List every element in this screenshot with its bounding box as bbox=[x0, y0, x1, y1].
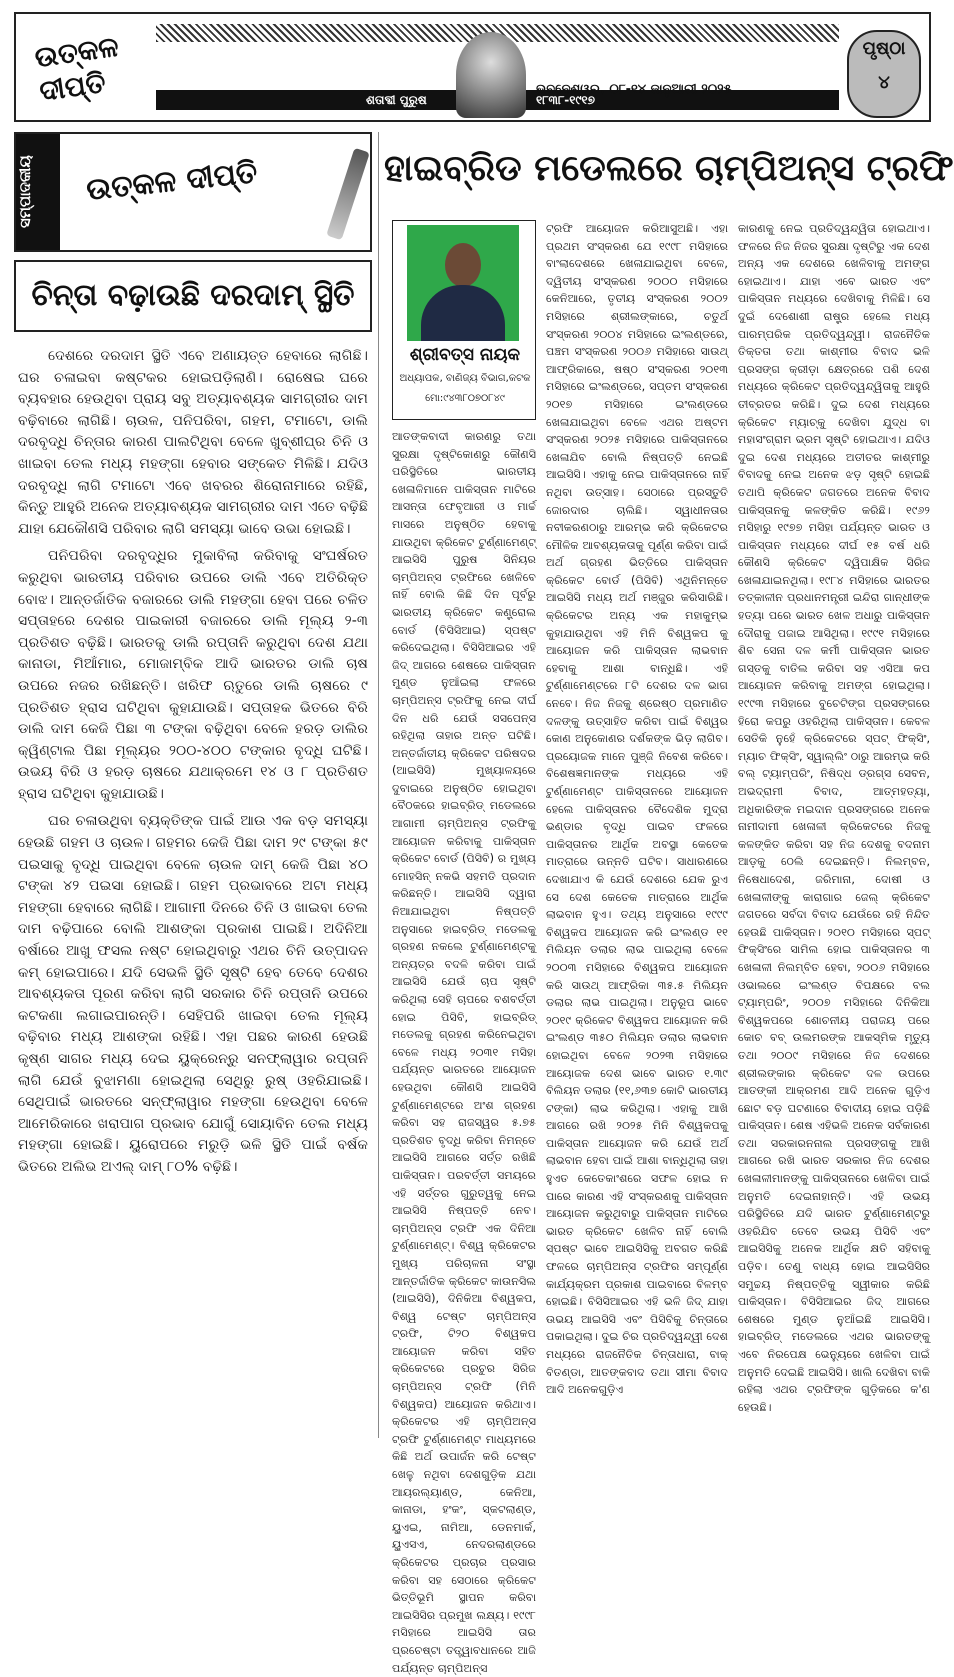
editorial-paragraph: ପନିପରିବା ଦରବୃଦ୍ଧିର ମୁକାବିଲା କରିବାକୁ ସଂଘର୍ଷରତ କରୁଥିବା ଭାରତୀୟ ପରିବାର ଉପରେ ଡାଲି ଏବେ ଅତିରିକ୍ତ ବୋଝ। ଆନ୍ତର୍ଜାତିକ ବଜାରରେ ଡାଲି ମହଙ୍ଗା ହେବା ପରେ ଚଳିତ ସପ୍ତାହରେ ଦେଶର ପାଇକାରୀ ବଜାରରେ ଡାଲି ମୂଲ୍ୟ ୨-୩ ପ୍ରତିଶତ ବଢ଼ିଛି। ଭାରତକୁ ଡାଲି ରପ୍ତାନି କରୁଥିବା ଦେଶ ଯଥା କାନାଡା, ମିଆଁମାର, ମୋଜାମ୍ବିକ ଆଦି ଭାରତର ଡାଲି ଚାଷ ଉପରେ ନଜର ରଖିଛନ୍ତି। ଖରିଫ ଋତୁରେ ଡାଲି ଚାଷରେ ୯ ପ୍ରତିଶତ ହ୍ରାସ ଘଟିଥିବା କୁହାଯାଉଛି। ସପ୍ତାହକ ଭିତରେ ବିରି ଡାଲି ଦାମ କେଜି ପିଛା ୩ ଟଙ୍କା ବଢ଼ିଥିବା ବେଳେ ହରଡ଼ ଡାଲିର କ୍ୱିଣ୍ଟାଲ ପିଛା ମୂଲ୍ୟର ୨୦୦-୪୦୦ ଟଙ୍କାର ବୃଦ୍ଧି ଘଟିଛି। ଉଭୟ ବିରି ଓ ହରଡ଼ ଚାଷରେ ଯଥାକ୍ରମେ ୧୪ ଓ ୮ ପ୍ରତିଶତ ହ୍ରାସ ଘଟିଥିବା କୁହାଯାଉଛି। bbox=[18, 548, 368, 802]
shatabdi-label: ଶତାବ୍ଦୀ ପୁରୁଷ bbox=[366, 93, 427, 107]
editorial-logo: ଉତ୍କଳ ଦୀପ୍ତି bbox=[84, 155, 260, 208]
author-phone: ମୋ:୯୪୩୮୦୭୦୮୪୯ bbox=[425, 393, 505, 404]
editorial-paragraph: ଘର ଚଳାଉଥିବା ବ୍ୟକ୍ତିଙ୍କ ପାଇଁ ଆଉ ଏକ ବଡ଼ ସମସ୍ୟା ହେଉଛି ଗହମ ଓ ଚାଉଳ। ଗହମର କେଜି ପିଛା ଦାମ ୨୯ ଟଙ୍କା ୫୯ ପଇସାକୁ ବୃଦ୍ଧି ପାଇଥିବା ବେଳେ ଚାଉଳ ଦାମ୍ କେଜି ପିଛା ୪୦ ଟଙ୍କା ୪୨ ପଇସା ହୋଇଛି। ଗହମ ପ୍ରଭାବରେ ଅଟା ମଧ୍ୟ ମହଙ୍ଗା ହେବାରେ ଲାଗିଛି। ଆଗାମୀ ଦିନରେ ଚିନି ଓ ଖାଇବା ତେଲ ଦାମ ବଢ଼ିପାରେ ବୋଲି ଆଶଙ୍କା ପ୍ରକାଶ ପାଇଛି। ଅଦିନିଆ ବର୍ଷାରେ ଆଖୁ ଫସଲ ନଷ୍ଟ ହୋଇଥିବାରୁ ଏଥର ଚିନି ଉତ୍ପାଦନ କମ୍ ହୋଇପାରେ। ଯଦି ସେଭଳି ସ୍ଥିତି ସୃଷ୍ଟି ହେବ ତେବେ ଦେଶର ଆବଶ୍ୟକତା ପୂରଣ କରିବା ଲାଗି ସରକାର ଚିନି ରପ୍ତାନି ଉପରେ କଟକଣା ଲଗାଇପାରନ୍ତି। ସେହିପରି ଖାଇବା ତେଲ ମୂଲ୍ୟ ବଢ଼ିବାର ମଧ୍ୟ ଆଶଙ୍କା ରହିଛି। ଏହା ପଛର କାରଣ ହେଉଛି କୃଷ୍ଣ ସାଗର ମଧ୍ୟ ଦେଇ ୟୁକ୍ରେନ୍‌ରୁ ସନଫ୍ଲାୱାର ରପ୍ତାନି ଲାଗି ଯେଉଁ ବୁଝାମଣା ହୋଇଥିଲା ସେଥିରୁ ରୁଷ୍ ଓହରିଯାଇଛି। ସେଥିପାଇଁ ଭାରତରେ ସନ୍‌ଫ୍ଲାୱାର ମହଙ୍ଗା ହେଉଥିବା ବେଳେ ଆମେରିକାରେ ଖରାପାଗ ପ୍ରଭାବ ଯୋଗୁଁ ସୋୟାବିନ ତେଲ ମଧ୍ୟ ମହଙ୍ଗା ହୋଇଛି। ୟୁରୋପରେ ମରୁଡ଼ି ଭଳି ସ୍ଥିତି ପାଇଁ ବର୍ଷକ ଭିତରେ ଅଲିଭ ଅଏଲ୍ ଦାମ୍ ୮୦% ବଢ଼ିଛି। bbox=[18, 813, 368, 1175]
editorial-column bbox=[14, 132, 372, 1438]
editorial-tab: ସମ୍ପାଦକୀୟ bbox=[16, 134, 60, 250]
editorial-body bbox=[18, 346, 368, 1426]
founder-portrait bbox=[456, 32, 526, 118]
author-photo-body bbox=[421, 285, 505, 341]
editorial-paragraph: ଦେଶରେ ଦରଦାମ ସ୍ଥିତି ଏବେ ଅଣାୟତ୍ତ ହେବାରେ ଲାଗିଛି। ଘର ଚଳାଇବା କଷ୍ଟକର ହୋଇପଡ଼ିଲାଣି। ରୋଷେଇ ଘରେ ବ୍ୟବହାର ହେଉଥିବା ପ୍ରାୟ ସବୁ ଅତ୍ୟାବଶ୍ୟକ ସାମଗ୍ରୀର ଦାମ ବଢ଼ିବାରେ ଲାଗିଛି। ଚାଉଳ, ପନିପରିବା, ଗହମ, ଟମାଟୋ, ଡାଲି ଦରବୃଦ୍ଧି ଚିନ୍ତାର କାରଣ ପାଲଟିଥିବା ବେଳେ ଖୁବ୍‌ଶୀଘ୍ର ଚିନି ଓ ଖାଇବା ତେଲ ମଧ୍ୟ ମହଙ୍ଗା ହେବାର ସଙ୍କେତ ମିଳିଛି। ଯଦିଓ ଦରବୃଦ୍ଧି ଲାଗି ଟମାଟୋ ଏବେ ଖବରର ଶିରୋନାମାରେ ରହିଛି, କିନ୍ତୁ ଆହୁରି ଅନେକ ଅତ୍ୟାବଶ୍ୟକ ସାମଗ୍ରୀର ଦାମ ଏତେ ବଢ଼ିଛି ଯାହା ଯେକୌଣସି ପରିବାର ଲାଗି ସମସ୍ୟା ଭାବେ ଉଭା ହୋଇଛି। bbox=[18, 348, 368, 537]
article-column-3 bbox=[738, 220, 930, 1438]
article-text: ଆତଙ୍କବାଦୀ କାରଣରୁ ତଥା ସୁରକ୍ଷା ଦୃଷ୍ଟିକୋଣରୁ କୌଣସି ପରିସ୍ଥିତିରେ ଭାରତୀୟ ଖେଳାଳିମାନେ ପାକିସ୍ତାନ ମାଟିରେ ଆସନ୍ତା ଫେବୃଆରୀ ଓ ମାର୍ଚ୍ଚ ମାସରେ ଅନୁଷ୍ଠିତ ହେବାକୁ ଯାଉଥିବା କ୍ରିକେଟ ଟୁର୍ଣ୍ଣାମେଣ୍ଟ୍ ଆଇସିସି ପୁରୁଷ ସିନିୟର ଚାମ୍ପିଅନ୍ସ ଟ୍ରଫିରେ ଖେଳିବେ ନାହିଁ ବୋଲି କିଛି ଦିନ ପୂର୍ବରୁ ଭାରତୀୟ କ୍ରିକେଟ କଣ୍ଟ୍ରୋଲ ବୋର୍ଡ (ବିସିସିଆଇ) ସ୍ପଷ୍ଟ କରିଦେଇଥିଲା। ବିସିସିଆଇର ଏହି ଜିଦ୍ ଆଗରେ ଶେଷରେ ପାକିସ୍ତାନ ମୁଣ୍ଡ ନୁଆଁଇଲା ଫଳରେ ଚାମ୍ପିଅନ୍ସ ଟ୍ରଫିକୁ ନେଇ ଦୀର୍ଘ ଦିନ ଧରି ଯେଉଁ ସସପେନ୍ସ ରହିଥିଲା ତାହାର ଅନ୍ତ ଘଟିଛି। ଅନ୍ତର୍ଜାତୀୟ କ୍ରିକେଟ ପରିଷଦର (ଆଇସିସି) ମୁଖ୍ୟାଳୟରେ ଦୁବାଇରେ ଅନୁଷ୍ଠିତ ହୋଇଥିବା ବୈଠକରେ ହାଇବ୍ରିଡ୍ ମଡେଲରେ ଆଗାମୀ ଚାମ୍ପିଅନ୍ସ ଟ୍ରଫିକୁ ଆୟୋଜନ କରିବାକୁ ପାକିସ୍ତାନ କ୍ରିକେଟ ବୋର୍ଡ (ପିସିବି) ର ମୁଖ୍ୟ ମୋହସିନ୍ ନକଭି ସହମତି ପ୍ରଦାନ କରିଛନ୍ତି। ଆଇସିସି ଦ୍ୱାରା ନିଆଯାଇଥିବା ନିଷ୍ପତ୍ତି ଅନୁସାରେ ହାଇବ୍ରିଡ୍ ମଡେଲକୁ ଗ୍ରହଣ ନକଲେ ଟୁର୍ଣ୍ଣାମେଣ୍ଟକୁ ଅନ୍ୟତ୍ର ବଦଳି କରିବା ପାଇଁ ଆଇସିସି ଯେଉଁ ଚାପ ସୃଷ୍ଟି କରିଥିଲା ସେହି ଚାପରେ ବଶବର୍ତ୍ତୀ ହୋଇ ପିସିବି, ହାଇବ୍ରିଡ୍ ମଡେଲକୁ ଗ୍ରହଣ କରିନେଇଥିବା ବେଳେ ମଧ୍ୟ ୨୦୩୧ ମସିହା ପର୍ଯ୍ୟନ୍ତ ଭାରତରେ ଆୟୋଜନ ହେଉଥିବା କୌଣସି ଆଇସିସି ଟୁର୍ଣ୍ଣାମେଣ୍ଟରେ ଅଂଶ ଗ୍ରହଣ କରିବା ସହ ରାଜସ୍ୱର ୫.୭୫ ପ୍ରତିଶତ ବୃଦ୍ଧି କରିବା ନିମନ୍ତେ ଆଇସିସି ଆଗରେ ସର୍ତ୍ତ ରଖିଛି ପାକିସ୍ତାନ। ପରବର୍ତ୍ତୀ ସମୟରେ ଏହି ସର୍ତ୍ତର ଗୁରୁତ୍ୱକୁ ନେଇ ଆଇସିସି ନିଷ୍ପତ୍ତି ନେବ। ଚାମ୍ପିଅନ୍ସ ଟ୍ରଫି ଏକ ଦିନିଆ ଟୁର୍ଣ୍ଣାମେଣ୍ଟ୍। ବିଶ୍ୱ କ୍ରିକେଟର ମୁଖ୍ୟ ପରିଚାଳନା ସଂସ୍ଥା ଆନ୍ତର୍ଜାତିକ କ୍ରିକେଟ କାଉନସିଲ (ଆଇସିସି), ଦିନିକିଆ ବିଶ୍ୱକପ, ବିଶ୍ୱ ଟେଷ୍ଟ ଚାମ୍ପିଅନ୍ସ ଟ୍ରଫି, ଟି୨୦ ବିଶ୍ୱକପ ଆୟୋଜନ କରିବା ସହିତ କ୍ରିକେଟରେ ପ୍ରଚୁର ସିରିଜ ଚାମ୍ପିଅନ୍ସ ଟ୍ରଫି (ମିନି ବିଶ୍ୱକପ) ଆୟୋଜନ କରିଥାଏ। କ୍ରିକେଟର ଏହି ଚାମ୍ପିଅନ୍ସ ଟ୍ରଫି ଟୁର୍ଣ୍ଣାମେଣ୍ଟ ମାଧ୍ୟମରେ କିଛି ଅର୍ଥ ଉପାର୍ଜନ କରି ଟେଷ୍ଟ ଖେଳୁ ନଥିବା ଦେଶଗୁଡ଼ିକ ଯଥା ଆୟରଲ୍ୟାଣ୍ଡ, କେନିଆ, କାନାଡା, ହଂକଂ, ସ୍କଟଲାଣ୍ଡ, ୟୁଏଇ, ନାମିଆ, ଡେନମାର୍କ, ୟୁଏସଏ, ନେଦରଲାଣ୍ଡରେ କ୍ରିକେଟର ପ୍ରଚାର ପ୍ରସାର କରିବା ସହ ସେଠାରେ କ୍ରିକେଟ ଭିତ୍ତିଭୂମି ସ୍ଥାପନ କରିବା ଆଇସିସିର ପ୍ରମୁଖ ଲକ୍ଷ୍ୟ। ୧୯୯୮ ମସିହାରେ ଆଇସିସି ତାର ପ୍ରଚେଷ୍ଟା ତତ୍ତ୍ୱାବଧାନରେ ଆଜି ପର୍ଯ୍ୟନ୍ତ ଚାମ୍ପିଅନ୍ସ bbox=[392, 430, 536, 1675]
author-photo-head bbox=[445, 243, 481, 287]
article-column-2 bbox=[546, 220, 728, 1438]
pen-icon bbox=[326, 148, 370, 240]
page-number: ୪ bbox=[878, 72, 890, 93]
author-box bbox=[392, 220, 536, 420]
column-divider bbox=[378, 132, 379, 1438]
article-text: କାରଣକୁ ନେଇ ପ୍ରତିଦ୍ୱନ୍ଦ୍ୱିତା ହୋଇଥାଏ। ଫଳରେ ନିଜ ନିଜର ସୁରକ୍ଷା ଦୃଷ୍ଟିରୁ ଏକ ଦେଶ ଅନ୍ୟ ଏକ ଦେଶରେ ଖେଳିବାକୁ ଅମଙ୍ଗ ହୋଇଥାଏ। ଯାହା ଏବେ ଭାରତ ଏବଂ ପାକିସ୍ତାନ ମଧ୍ୟରେ ଦେଖିବାକୁ ମିଳିଛି। ସେ ଦୁଇଁ ଦେଶୋଶୀ ରାଷ୍ଟ୍ର ହେଲେ ମଧ୍ୟ ପାରମ୍ପରିକ ପ୍ରତିଦ୍ୱନ୍ଦ୍ୱୀ। ରାଜନୈତିକ ତିକ୍ତତା ତଥା କାଶ୍ମୀର ବିବାଦ ଭଳି ପ୍ରସଙ୍ଗ କ୍ରୀଡ଼ା କ୍ଷେତ୍ରରେ ପଶି ଦେଶ ମଧ୍ୟରେ କ୍ରିକେଟ ପ୍ରତିଦ୍ୱନ୍ଦ୍ୱିତାକୁ ଆହୁରି ତୀବ୍ରତର କରିଛି। ଦୁଇ ଦେଶ ମଧ୍ୟରେ କ୍ରିକେଟ ମ୍ୟାଚ୍‌କୁ ଦେଖିବା ଯୁଦ୍ଧ ବା ମହାସଂଗ୍ରାମ ଭ୍ରମ ସୃଷ୍ଟି ହୋଇଥାଏ। ଯଦିଓ ଦୁଇ ଦେଶ ମଧ୍ୟରେ ଅତୀତର କାଶ୍ମୀରୁ ବିବାଦକୁ ନେଇ ଅନେକ ଝଡ଼ ସୃଷ୍ଟି ହୋଇଛି ତଥାପି କ୍ରିକେଟ ଜଗତରେ ଅନେକ ବିବାଦ ପାକିସ୍ତାନକୁ କଳଙ୍କିତ କରିଛି। ୧୯୬୨ ମସିହାରୁ ୧୯୭୭ ମସିହା ପର୍ଯ୍ୟନ୍ତ ଭାରତ ଓ ପାକିସ୍ତାନ ମଧ୍ୟରେ ଦୀର୍ଘ ୧୫ ବର୍ଷ ଧରି କୌଣସି କ୍ରିକେଟ ଦ୍ୱିପାକ୍ଷିକ ସିରିଜ ଖେଳାଯାଇନଥିଲା। ୧୯୮୪ ମସିହାରେ ଭାରତର ତତ୍କାଳୀନ ପ୍ରଧାନମନ୍ତ୍ରୀ ଇନ୍ଦିରା ଗାନ୍ଧୀଙ୍କ ହତ୍ୟା ପରେ ଭାରତ ଖେଳ ଅଧାରୁ ପାକିସ୍ତାନ ଦୌରାକୁ ପଜାଇ ଆସିଥିଲା। ୧୯୯୧ ମସିହାରେ ଶିବ ସେନା ଦଳ କର୍ମୀ ପାକିସ୍ତାନ ଭାରତ ଗସ୍ତକୁ ବାତିଲ କରିବା ସହ ଏସିଆ କପ ଆୟୋଜନ କରିବାକୁ ଅମଙ୍ଗ ହୋଇଥିଲା। ୧୯୯୩ ମସିହାରେ ବୁଚେଟିଙ୍ଗ ପ୍ରସଙ୍ଗରେ ହିରୋ କପରୁ ଓହରିଥିଲା ପାକିସ୍ତାନ। କେବଳ ସେତିକି ନୁହେଁ କ୍ରିକେଟରେ ସ୍ପଟ୍ ଫିକ୍ସିଂ, ମ୍ୟାଚ ଫିକ୍ସିଂ, ସ୍ୱାଲ୍ଲିଂ ଠାରୁ ଆରମ୍ଭ କରି ବଲ୍ ଟ୍ୟାମ୍ପରିଂ, ନିଷିଦ୍ଧ ଡ୍ରଗ୍ସ ସେବନ, ଅଭଦ୍ରାମୀ ବିବାଦ, ଆତ୍ମହତ୍ୟା, ଅଧିକାରିଙ୍କ ମଇଦାନ ପ୍ରସଙ୍ଗରେ ଅନେକ ନାମୀଦାମୀ ଖେଳାଳୀ କ୍ରିକେଟରେ ନିଜକୁ କଳଙ୍କିତ କରିବା ସହ ନିଜ ଦେଶକୁ ବଦନାମ ଆଡ଼କୁ ଠେଲି ଦେଇଛନ୍ତି। ନିଲମ୍ବନ, ନିଷେଧାଦେଶ, ଜରିମାନା, ଦୋଷୀ ଓ ଖେଳାଳୀଙ୍କୁ କାରାଗାର ଜେଲ୍ କ୍ରିକେଟ ଜଗତରେ ସର୍ବଦା ବିବାଦ ଯେଉଁରେ ରହି ନିନ୍ଦିତ ହେଉଛି ପାକିସ୍ତାନ। ୨୦୧୦ ମସିହାରେ ସ୍ପଟ୍ ଫିକ୍ସିଂରେ ସାମିଲ ହୋଇ ପାକିସ୍ତାନର ୩ ଖେଳାଳୀ ନିଲମ୍ବିତ ହେବା, ୨୦୦୬ ମସିହାରେ ଓଭାଲରେ ଇଂଲଣ୍ଡ ବିପକ୍ଷରେ ବଲ ଟ୍ୟାମ୍ପରିଂ, ୨୦୦୭ ମସିହାରେ ଦିନିକିଆ ବିଶ୍ୱକପରେ ଶୋଚନୀୟ ପରାଜୟ ପରେ କୋଚ ବବ୍ ଉଲମରଙ୍କ ଆକସ୍ମିକ ମୃତ୍ୟୁ ତଥା ୨୦୦୯ ମସିହାରେ ନିଜ ଦେଶରେ ଶ୍ରୀଲଙ୍କାର କ୍ରିକେଟ ଦଳ ଉପରେ ଆତଙ୍କୀ ଆକ୍ରମଣ ଆଦି ଅନେକ ଗୁଡ଼ିଏ ଛୋଟ ବଡ଼ ଘଟଣାରେ ବିବାଦୀୟ ହୋଇ ପଡ଼ିଛି ପାକିସ୍ତାନ। ଶେଷ ଏହିଭଳି ଅନେକ ସର୍ବକାରଣ ତଥା ସରକାରନନାଲ ପ୍ରସଙ୍ଗକୁ ଆଖି ଆଗରେ ରଖି ଭାରତ ସରକାର ନିଜ ଦେଶର ଖେଳାଳୀମାନଙ୍କୁ ପାକିସ୍ତାନରେ ଖେଳିବା ପାଇଁ ଅନୁମତି ଦେଇନାହାନ୍ତି। ଏହି ଉଭୟ ପରିସ୍ଥିତିରେ ଯଦି ଭାରତ ଟୁର୍ଣ୍ଣାମେଣ୍ଟରୁ ଓହରିଯିବ ତେବେ ଉଭୟ ପିସିବି ଏବଂ ଆଇସିସିକୁ ଅନେକ ଆର୍ଥିକ କ୍ଷତି ସହିବାକୁ ପଡ଼ିବ। ତେଣୁ ବାଧ୍ୟ ହୋଇ ଆଇସିସିର ସମୁଚ୍ଚୟ ନିଷ୍ପତ୍ତିକୁ ସ୍ୱୀକାର କରିଛି ପାକିସ୍ତାନ। ବିସିସିଆଇର ଜିଦ୍ ଆଗରେ ଶେଷରେ ମୁଣ୍ଡ ନୁଆଁଇଛି ଆଇସିସି। ହାଇବ୍ରିଡ୍ ମଡେଲରେ ଏଥର ଭାରତଙ୍କୁ ଏବେ ନିରପେକ୍ଷ ଭେନ୍ୟୁରେ ଖେଳିବା ପାଇଁ ଅନୁମତି ଦେଇଛି ଆଇସିସି। ଖାଲି ଦେଖିବା ବାକି ରହିଲା ଏଥର ଟ୍ରଫିଙ୍କ ଗୁଡ଼ିକରେ କ'ଣ ହେଉଛି। bbox=[738, 222, 930, 1414]
founder-years: ୧୮୩୮-୧୯୧୭ bbox=[536, 93, 596, 107]
article-column-1 bbox=[392, 428, 536, 1675]
editorial-header bbox=[14, 132, 372, 252]
editorial-headline: ଚିନ୍ତା ବଢ଼ାଉଛି ଦରଦାମ୍ ସ୍ଥିତି bbox=[14, 260, 372, 332]
masthead bbox=[14, 12, 931, 122]
author-photo bbox=[407, 225, 519, 341]
page-number-badge bbox=[847, 30, 921, 118]
page-label: ପୃଷ୍ଠା bbox=[862, 38, 906, 59]
dateline: ଭୁବନେଶ୍ୱର, ୦୮-୧୪ ଜାନୁଆରୀ ୨୦୨୫ bbox=[536, 82, 732, 97]
author-name: ଶ୍ରୀବତ୍ସ ନାୟକ bbox=[409, 345, 521, 365]
article-headline: ହାଇବ୍ରିଡ ମଡେଲରେ ଚାମ୍ପିଅନ୍ସ ଟ୍ରଫି bbox=[384, 148, 954, 189]
article-text: ଟ୍ରଫି ଆୟୋଜନ କରିଆସୁଅଛି। ଏହା ପ୍ରଥମ ସଂସ୍କରଣ ଯେ ୧୯୯୮ ମସିହାରେ ବାଂଲାଦେଶରେ ଖେଳାଯାଇଥିବା ବେଳେ, ଦ୍ୱିତୀୟ ସଂସ୍କରଣ ୨୦୦୦ ମସିହାରେ କେନିଆରେ, ତୃତୀୟ ସଂସ୍କରଣ ୨୦୦୨ ମସିହାରେ ଶ୍ରୀଲଙ୍କାରେ, ଚତୁର୍ଥ ସଂସ୍କରଣ ୨୦୦୪ ମସିହାରେ ଇଂଲଣ୍ଡରେ, ପଞ୍ଚମ ସଂସ୍କରଣ ୨୦୦୬ ମସିହାରେ ସାଉଥ୍ ଆଫ୍ରିକାରେ, ଷଷ୍ଠ ସଂସ୍କରଣ ୨୦୧୩ ମସିହାରେ ଇଂଲଣ୍ଡରେ, ସପ୍ତମ ସଂସ୍କରଣ ୨୦୧୭ ମସିହାରେ ଇଂଲଣ୍ଡରେ ଖେଳାଯାଇଥିବା ବେଳେ ଏଥର ଅଷ୍ଟମ ସଂସ୍କରଣ ୨୦୨୫ ମସିହାରେ ପାକିସ୍ତାନରେ ଖେଳାଯିବ ବୋଲି ନିଷ୍ପତ୍ତି ନେଇଛି ଆଇସିସି। ଏହାକୁ ନେଇ ପାକିସ୍ତାନରେ ନାହିଁ ନଥିବା ଉତ୍ସାହ। ସେଠାରେ ପ୍ରସ୍ତୁତି ଜୋରଦାର ଚାଲିଛି। ସ୍ୱାଧୀନତାର ନବୀକରଣଠାରୁ ଆରମ୍ଭ କରି କ୍ରିକେଟର ମୌଳିକ ଆବଶ୍ୟକତାକୁ ପୂର୍ଣ୍ଣ କରିବା ପାଇଁ ଅର୍ଥ ଗ୍ରହଣ ଭିତ୍ତିରେ ପାକିସ୍ତାନ କ୍ରିକେଟ ବୋର୍ଡ (ପିସିବି) ଏଥିନିମନ୍ତେ ଆଇସିସି ମଧ୍ୟ ଅର୍ଥ ମଞ୍ଜୁର କରିସାରିଛି। କ୍ରିକେଟର ଅନ୍ୟ ଏକ ମହାକୁମ୍ଭ କୁହାଯାଉଥିବା ଏହି ମିନି ବିଶ୍ୱକପ କୁ ଆୟୋଜନ କରି ପାକିସ୍ତାନ ଲାଭବାନ ହେବାକୁ ଆଶା ବାନ୍ଧିଛି। ଏହି ଟୁର୍ଣ୍ଣାମେଣ୍ଟରେ ୮ଟି ଦେଶର ଦଳ ଭାଗ ନେବେ। ନିଜ ନିଜକୁ ଶ୍ରେଷ୍ଠ ପ୍ରମାଣିତ ଦଳଙ୍କୁ ଉତ୍ସାହିତ କରିବା ପାଇଁ ବିଶ୍ୱର କୋଣ ଅନୁକୋଣର ଦର୍ଶକଙ୍କ ଭିଡ଼ ଲାଗିବ। ପ୍ରୟୋଜକ ମାନେ ପୁଞ୍ଜି ନିବେଶ କରିବେ। ବିଶେଷଜ୍ଞମାନଙ୍କ ମଧ୍ୟରେ ଏହି ଟୁର୍ଣ୍ଣାମେଣ୍ଟ ପାକିସ୍ତାନରେ ଆୟୋଜନ ହେଲେ ପାକିସ୍ତାନର ବୈଦେଶିକ ମୁଦ୍ରା ଭଣ୍ଡାର ବୃଦ୍ଧି ପାଇବ ଫଳରେ ପାକିସ୍ତାନର ଆର୍ଥିକ ଅବସ୍ଥା କେତେକ ମାତ୍ରାରେ ଉନ୍ନତି ଘଟିବ। ସାଧାରଣରେ ଦେଖାଯାଏ କି ଯେଉଁ ଦେଶରେ ଯେକ ରୁଏ ସେ ଦେଶ କେତେକ ମାତ୍ରାରେ ଆର୍ଥିକ ଲାଭବାନ ହୁଏ। ତଥ୍ୟ ଅନୁସାରେ ୧୯୯୯ ବିଶ୍ୱକପ ଆୟୋଜନ କରି ଇଂଲଣ୍ଡ ୧୧ ମିଲିୟନ ଡଲାର ଲାଭ ପାଇଥିଲା ବେଳେ ୨୦୦୩ ମସିହାରେ ବିଶ୍ୱକପ ଆୟୋଜନ କରି ସାଉଥ୍ ଆଫ୍ରିକା ୩୫.୫ ମିଲିୟନ ଡଲାର ଲାଭ ପାଇଥିଲା। ଅନୁରୂପ ଭାବେ ୨୦୧୯ କ୍ରିକେଟ ବିଶ୍ୱକପ ଆୟୋଜନ କରି ଇଂଲଣ୍ଡ ୩୫୦ ମିଲିୟନ ଡଲାର ଲାଭବାନ ହୋଇଥିବା ବେଳେ ୨୦୨୩ ମସିହାରେ ଆୟୋଜକ ଦେଶ ଭାବେ ଭାରତ ୧.୩୯ ବିଲିୟନ ଡଲାର (୧୧,୬୩୭ କୋଟି ଭାରତୀୟ ଟଙ୍କା) ଲାଭ କରିଥିଲା। ଏହାକୁ ଆଖି ଆଗରେ ରଖି ୨୦୨୫ ମିନି ବିଶ୍ୱକପକୁ ପାକିସ୍ତାନ ଆୟୋଜନ କରି ଯେଉଁ ଅର୍ଥ ଲାଭବାନ ହେବା ପାଇଁ ଆଶା ବାନ୍ଧିଥିଲା ତାହା ହୁଏତ କେତେକାଂଶରେ ସଫଳ ହୋଇ ନ ପାରେ କାରଣ ଏହି ସଂସ୍କରଣକୁ ପାକିସ୍ତାନ ଆୟୋଜନ କରୁଥିବାରୁ ପାକିସ୍ତାନ ମାଟିରେ ଭାରତ କ୍ରିକେଟ ଖେଳିବ ନାହିଁ ବୋଲି ସ୍ପଷ୍ଟ ଭାବେ ଆଇସିସିକୁ ଅବଗତ କରିଛି ଫଳରେ ଚାମ୍ପିଅନ୍ସ ଟ୍ରଫିର ସମ୍ପୂର୍ଣ୍ଣ କାର୍ଯ୍ୟକ୍ରମ ପ୍ରକାଶ ପାଇବାରେ ବିଳମ୍ବ ହୋଇଛି। ବିସିସିଆଇର ଏହି ଭଳି ଜିଦ୍ ଯାହା ଉଭୟ ଆଇସିସି ଏବଂ ପିସିବିକୁ ଚିନ୍ତାରେ ପକାଇଥିଲା। ଦୁଇ ଚିର ପ୍ରତିଦ୍ୱନ୍ଦ୍ୱୀ ଦେଶ ମଧ୍ୟରେ ରାଜନୈତିକ ଚିନ୍ତାଧାରା, ବାକ୍ ବିତଣ୍ଡା, ଆତଙ୍କବାଦ ତଥା ସୀମା ବିବାଦ ଆଦି ଅନେକଗୁଡ଼ିଏ bbox=[546, 222, 728, 1397]
newspaper-logo: ଉତ୍କଳ ଦୀପ୍ତି bbox=[32, 29, 121, 108]
author-designation: ଅଧ୍ୟାପକ, ବାଣିଜ୍ୟ ବିଭାଗ,କଟକ bbox=[399, 373, 531, 384]
